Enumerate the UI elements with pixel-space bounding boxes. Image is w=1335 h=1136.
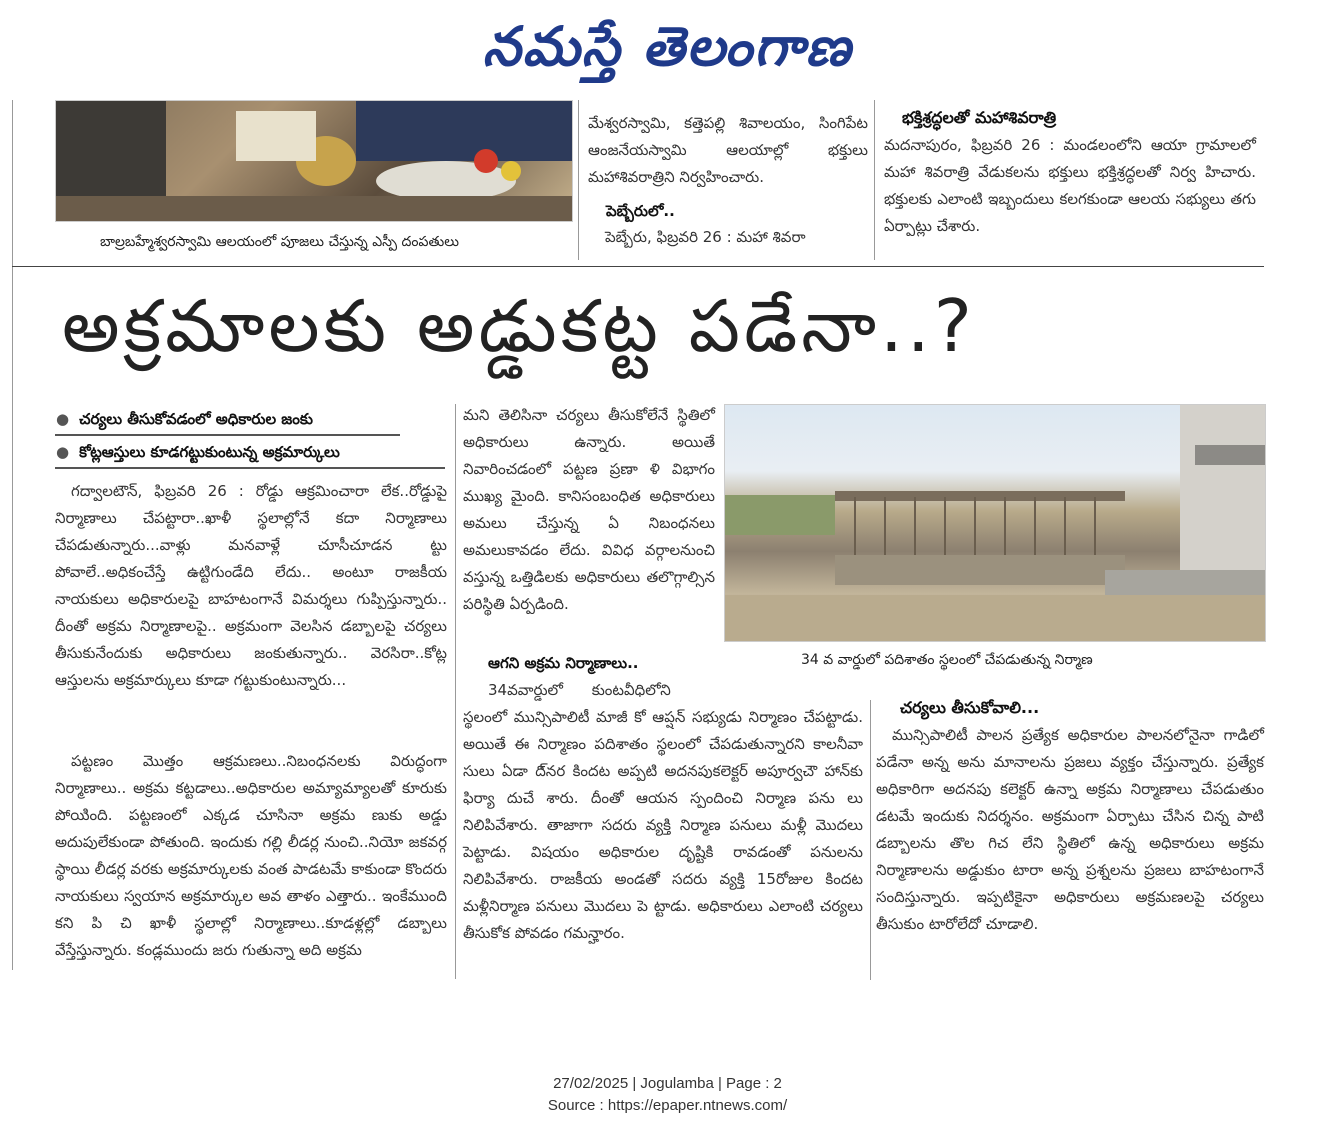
col1-paragraph-2: పట్టణం మొత్తం ఆక్రమణలు..నిబంధనలకు విరుద్ధంగా నిర్మాణాలు.. అక్రమ కట్టడాలు..అధికారుల అమ్యామ్యాలతో కూరుకు పోయిింది. పట్టణంలో ఎక్కడ చూసినా అక్రమ ణుకు అడ్డు అదుపులేకుండా పోతుంది. ఇందుకు గల్లి లీడర్ల నుంచి..నియో జకవర్గ స్థాయి లీడర్ల వరకు అక్రమార్కులకు వంత పాడటమే కాకుండా కొందరు నాయకులు స్వయాన అక్రమార్కుల అవ తాళం ఎత్తారు.. ఇంకేముంది కని పి చి ఖాళీ స్థలాల్లో నిర్మాణాలు..కూడళ్లల్లో డబ్బాలు వేస్తేస్తున్నారు. కండ్లముందు జరు గుతున్నా అది అక్రమ: [55, 752, 447, 959]
bullet-1: [56, 410, 313, 432]
bullet-2-text: కోట్లఆస్తులు కూడగట్టుకుంటున్న అక్రమార్కులు: [79, 443, 340, 461]
bullet-dot-icon: ●: [56, 410, 70, 428]
left-margin-rule: [12, 100, 13, 970]
col2-paragraph-1: మని తెలిసినా చర్యలు తీసుకోలేనే స్థితిలో అధికారులు ఉన్నారు. అయితే నివారించడంలో పట్టణ ప్రణా ళి విభాగం ముఖ్య మైంది. కానిసంబంధిత అధికారులు అమలు చేస్తున్న ఏ నిబంధనలు అమలుకావడం లేదు. వివిధ వర్గాలనుంచి వస్తున్న ఒత్తిడిలకు అధికారులు తలొగ్గాల్సిన పరిస్థితి ఏర్పడింది.: [463, 406, 715, 613]
photo-caption-temple: బాల్రబహ్మేశ్వరస్వామి ఆలయంలో పూజలు చేస్తున్న ఎస్పీ దంపతులు: [100, 234, 459, 250]
top-column-divider-1: [578, 100, 579, 260]
top-mid-text: మేశ్వరస్వామి, కత్తెపల్లి శివాలయం, సింగిపేట ఆంజనేయస్వామి ఆలయాల్లో భక్తులు మహాశివరాత్రిని నిర్వహించారు.: [588, 114, 868, 186]
top-mid-text2: పెబ్బేరు, ఫిబ్రవరి 26 : మహా శివరా: [605, 228, 806, 246]
construction-photo-illustration: [725, 405, 1265, 641]
column-divider-b: [870, 700, 871, 980]
bullet-2-underline: [55, 467, 445, 469]
col2-subhead: ఆగని అక్రమ నిర్మాణాలు..: [488, 654, 639, 672]
masthead-title: నమస్తే తెలంగాణ: [482, 14, 853, 78]
col2-paragraph-2: స్థలంలో మున్సిపాలిటీ మాజీ కో ఆప్షన్ సభ్యుడు నిర్మాణం చేపట్టాడు. అయితే ఈ నిర్మాణం పదిశాతం స్థలంలో చేపడుతున్నారని కాలనీవా సులు ఏడా ది్నర కిందట అప్పటి అదనపుకలెక్టర్ అపూర్వచౌ హాన్‌కు ఫిర్యా దుచే శారు. దీంతో ఆయన స్పందించి నిర్మాణ పను లు నిలిపివేశారు. తాజాగా సదరు వ్యక్తి నిర్మాణ పనులు మళ్లీ మొదలు పెట్టాడు. విషయం అధికారుల దృష్టికి రావడంతో పనులను నిలిపివేశారు. రాజకీయ అండతో సదరు వ్యక్తి 15రోజుల కిందట మళ్లీనిర్మాణ పనులు మొదలు పె ట్టాడు. అధికారులు ఎలాంటి చర్యలు తీసుకోక పోవడం గమన్హారం.: [463, 708, 863, 942]
temple-photo-illustration: [56, 101, 572, 221]
col3-subhead: చర్యలు తీసుకోవాలి...: [900, 698, 1040, 717]
construction-photo: [724, 404, 1266, 642]
col3-paragraph-1: మున్సిపాలిటీ పాలన ప్రత్యేక అధికారుల పాలనలోనైనా గాడిలో పడేనా అన్న అను మానాలను ప్రజలు వ్యక్తం చేస్తున్నారు. ప్రత్యేక అధికారిగా అదనపు కలెక్టర్ ఉన్నా అక్రమ నిర్మాణాలు చేపడుతుం డటమే ఇందుకు నిదర్శనం. అక్రమంగా ఏర్పాటు చేసిన చిన్న పాటి డబ్బాలను తొల గిచ లేని స్థితిలో ఉన్న అధికారులు అక్రమ నిర్మాణాలను అడ్డుకుం టారా అన్న ప్రశ్నలను ప్రజలు బాహటంగానే సందిస్తున్నారు. ఇప్పటికైనా అధికారులు అక్రమణలపై చర్యలు తీసుకుం టారోలేదో చూడాలి.: [876, 726, 1264, 933]
temple-photo: [55, 100, 573, 222]
bullet-dot-icon: ●: [56, 443, 70, 461]
column-divider-a: [455, 404, 456, 979]
footer-date-line: 27/02/2025 | Jogulamba | Page : 2: [553, 1075, 782, 1092]
footer-source-line: Source : https://epaper.ntnews.com/: [547, 1097, 788, 1114]
bullet-1-text: చర్యలు తీసుకోవడంలో అధికారుల జంకు: [79, 410, 313, 428]
top-mid-subhead: పెబ్బేరులో..: [606, 202, 675, 220]
col1-paragraph-1: గద్వాలటౌన్, ఫిబ్రవరి 26 : రోడ్డు ఆక్రమించారా లేక..రోడ్డుపై నిర్మాణాలు చేపట్టారా..ఖాళీ స్థలాల్లోనే కదా నిర్మాణాలు చేపడుతున్నారు...వాళ్లు మనవాళ్లే చూసీచూడన ట్టు పోవాలే..అధికంచేస్తే ఉట్టిగుండేది లేదు.. అంటూ రాజకీయ నాయకులు అధికారులపై బాహటంగానే విమర్శలు గుప్పిస్తున్నారు.. దీంతో అక్రమ నిర్మాణాలపై.. అక్రమంగా వెలసిన డబ్బాలపై చర్యలు తీసుకునేందుకు అధికారులు జంకుతున్నారు.. వెరసిరా..కోట్ల ఆస్తులను అక్రమార్కులు కూడా గట్టుకుంటున్నారు...: [55, 482, 447, 689]
col2-paragraph-2-lead: 34వవార్డులో కుంటవీధిలోని: [488, 681, 671, 699]
main-headline: అక్రమాలకు అడ్డుకట్ట పడేనా..?: [62, 284, 977, 368]
section-rule: [12, 266, 1264, 267]
top-column-divider-2: [874, 100, 875, 260]
bullet-1-underline: [55, 434, 400, 436]
photo-caption-construction: 34 వ వార్డులో పదిశాతం స్థలంలో చేపడుతున్న నిర్మాణ: [801, 652, 1093, 668]
bullet-2: [56, 443, 340, 465]
top-right-subhead: భక్తిశ్రద్ధలతో మహాశివరాత్రి: [902, 108, 1057, 127]
top-right-text: మదనాపురం, ఫిబ్రవరి 26 : మండలంలోని ఆయా గ్రామాలలో మహా శివరాత్రి వేడుకలను భక్తులు భక్తిశ్రద్ధలతో నిర్వ హిచారు. భక్తులకు ఎలాంటి ఇబ్బందులు కలగకుండా ఆలయ సభ్యులు తగు ఏర్పాట్లు చేశారు.: [884, 136, 1256, 235]
